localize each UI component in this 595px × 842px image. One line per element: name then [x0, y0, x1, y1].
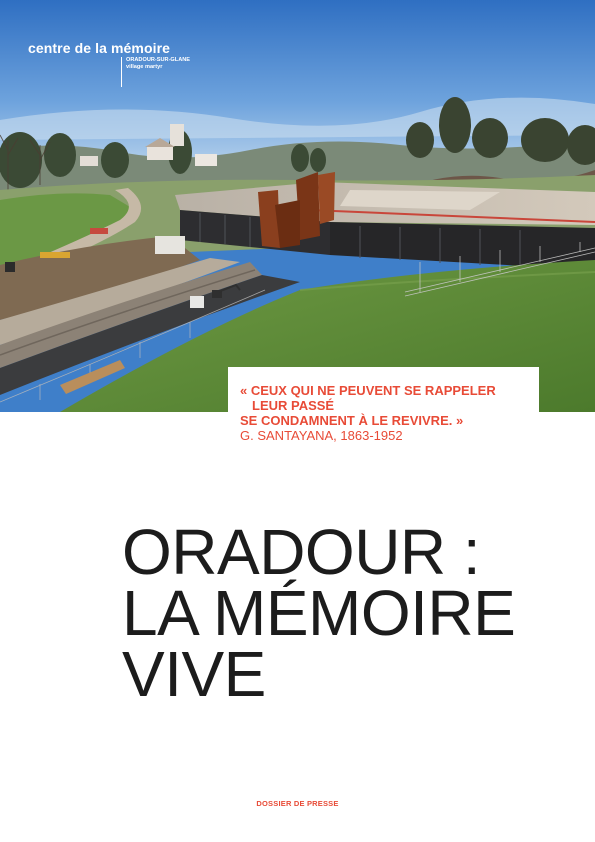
quote-box	[228, 367, 539, 449]
logo-place: ORADOUR-SUR-GLANE	[126, 57, 191, 63]
logo-title: centre de la mémoire	[28, 40, 171, 56]
quote-line-3: SE CONDAMNENT À LE REVIVRE. »	[240, 413, 464, 428]
page-title	[122, 516, 516, 710]
quote-line-1: « CEUX QUI NE PEUVENT SE RAPPELER	[240, 383, 496, 398]
quote-author: G. SANTAYANA, 1863-1952	[240, 428, 403, 443]
title-line-3: VIVE	[122, 638, 266, 710]
logo-tagline: village martyr	[126, 64, 163, 70]
quote-line-2: LEUR PASSÉ	[252, 398, 335, 413]
press-kit-label: DOSSIER DE PRESSE	[256, 799, 339, 808]
title-line-2: LA MÉMOIRE	[122, 577, 516, 649]
cover-photo	[0, 0, 595, 412]
logo	[28, 40, 191, 70]
logo-subtitle	[121, 57, 190, 87]
title-line-1: ORADOUR :	[122, 516, 481, 588]
